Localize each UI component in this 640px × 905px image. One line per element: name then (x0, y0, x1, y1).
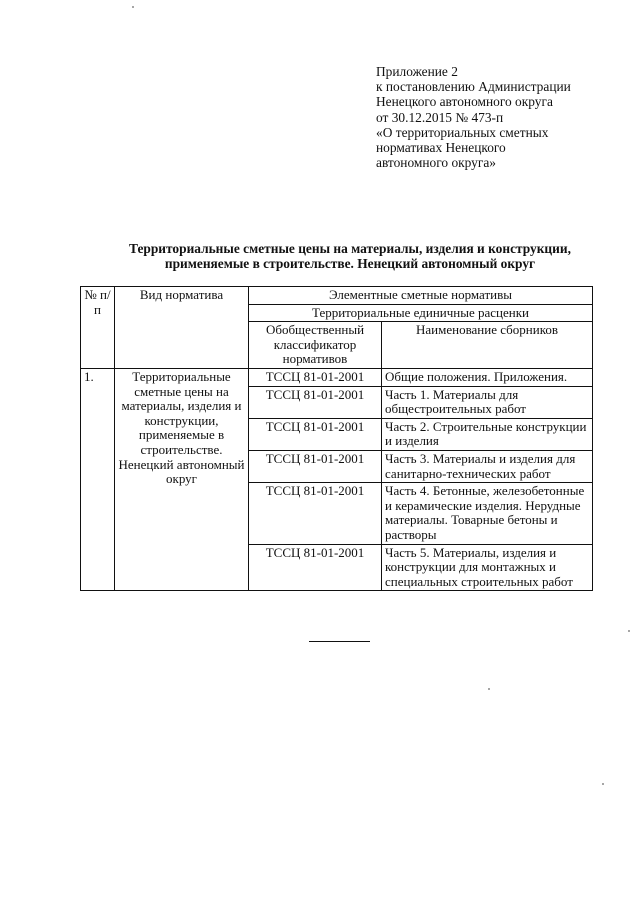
row-number: 1. (81, 368, 115, 590)
title-line-1: Территориальные сметные цены на материалы, изделия и конструкции, (129, 241, 571, 256)
norms-table (80, 286, 593, 591)
header-elements: Элементные сметные нормативы (249, 287, 593, 305)
entry-code: ТССЦ 81-01-2001 (249, 368, 382, 386)
entry-name: Часть 4. Бетонные, железобетонные и керамические изделия. Нерудные материалы. Товарные бетоны и растворы (382, 483, 593, 544)
entry-name: Часть 5. Материалы, изделия и конструкции для монтажных и специальных строительных работ (382, 544, 593, 591)
entry-code: ТССЦ 81-01-2001 (249, 418, 382, 450)
scan-speck (488, 688, 490, 690)
entry-code: ТССЦ 81-01-2001 (249, 483, 382, 544)
signature-divider (309, 641, 370, 642)
document-title (60, 241, 640, 271)
scan-speck (628, 630, 630, 632)
entry-name: Часть 2. Строительные конструкции и изделия (382, 418, 593, 450)
header-classifier: Обобщественный классификатор нормативов (249, 322, 382, 369)
entry-name: Часть 3. Материалы и изделия для санитарно-технических работ (382, 450, 593, 482)
table-row (81, 368, 593, 386)
header-kind: Вид норматива (115, 287, 249, 369)
entry-code: ТССЦ 81-01-2001 (249, 450, 382, 482)
attachment-line: Приложение 2 (376, 64, 458, 79)
header-collections: Наименование сборников (382, 322, 593, 369)
row-kind: Территориальные сметные цены на материалы, изделия и конструкции, применяемые в строительстве. Ненецкий автономный округ (115, 368, 249, 590)
attachment-line: от 30.12.2015 № 473-п (376, 109, 504, 125)
attachment-line: «О территориальных сметных (376, 124, 549, 140)
header-rates: Территориальные единичные расценки (249, 304, 593, 322)
header-num: № п/ п (81, 287, 115, 369)
attachment-line: автономного округа» (376, 155, 496, 171)
header-row-1 (81, 287, 593, 305)
title-line-2: применяемые в строительстве. Ненецкий автономный округ (164, 256, 536, 271)
entry-code: ТССЦ 81-01-2001 (249, 386, 382, 418)
attachment-line: к постановлению Администрации (376, 79, 571, 95)
attachment-block (376, 64, 616, 170)
scan-speck (132, 6, 134, 8)
entry-name: Часть 1. Материалы для общестроительных работ (382, 386, 593, 418)
scan-speck (602, 783, 604, 785)
attachment-line: Ненецкого автономного округа (376, 94, 553, 110)
entry-name: Общие положения. Приложения. (382, 368, 593, 386)
attachment-line: нормативах Ненецкого (376, 140, 506, 156)
entry-code: ТССЦ 81-01-2001 (249, 544, 382, 591)
